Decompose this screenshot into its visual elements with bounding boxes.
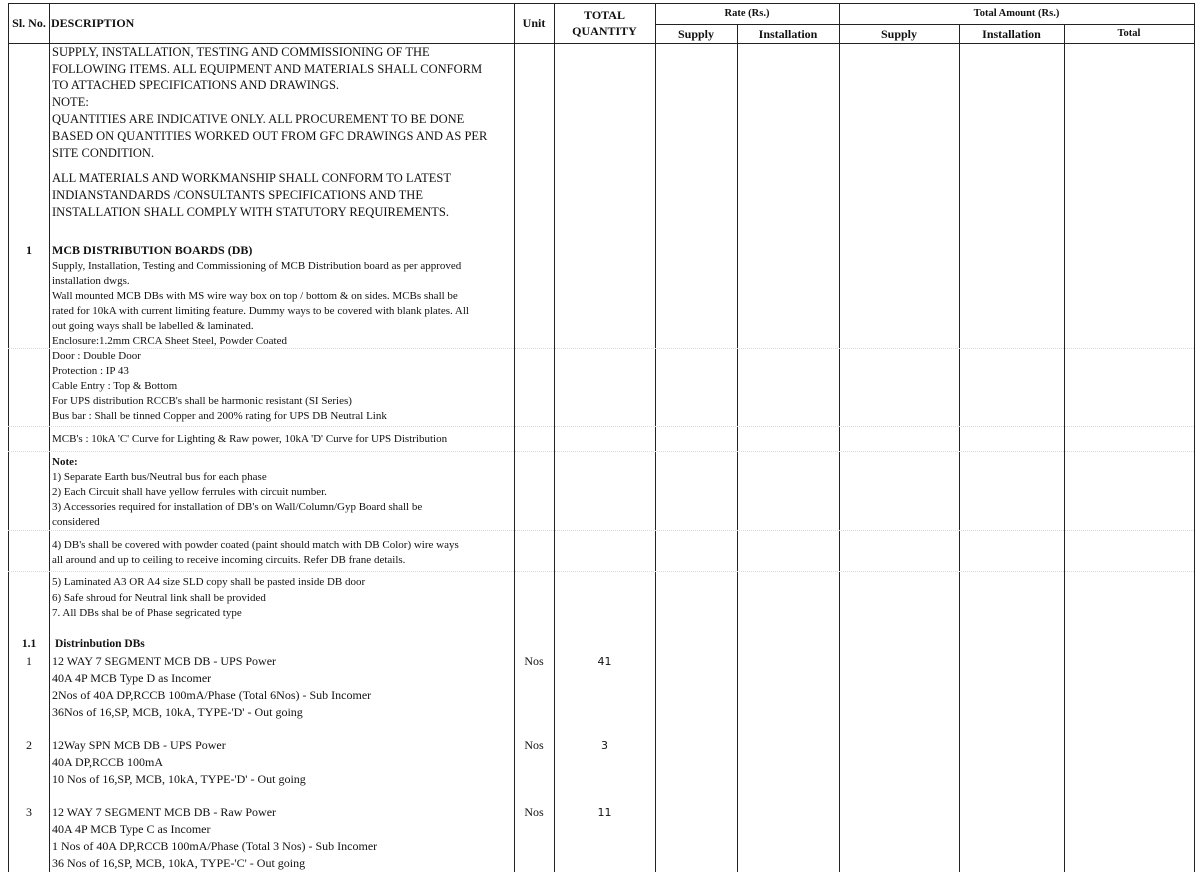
section-desc-line: Door : Double Door [52,350,141,362]
item-line: 36 Nos of 16,SP, MCB, 10kA, TYPE-'C' - Out going [52,856,306,870]
intro2-line: INDIANSTANDARDS /CONSULTANTS SPECIFICATIONS AND THE [52,188,423,202]
item-line: 10 Nos of 16,SP, MCB, 10kA, TYPE-'D' - Out going [52,772,306,786]
item-unit: Nos [524,805,544,819]
item-quantity: 41 [597,655,612,668]
item-number: 1 [26,654,32,668]
header-slno: Sl. No. [12,16,46,30]
section-number: 1 [26,243,32,257]
item-line: 40A DP,RCCB 100mA [52,755,164,769]
note-title: Note: [52,456,78,468]
item-quantity: 11 [597,806,612,819]
mcb-curve-line: MCB's : 10kA 'C' Curve for Lighting & Raw power, 10kA 'D' Curve for UPS Distribution [52,433,448,445]
intro2-line: ALL MATERIALS AND WORKMANSHIP SHALL CONFORM TO LATEST [52,171,451,185]
item-line: 40A 4P MCB Type D as Incomer [52,671,212,685]
row-separator [8,426,1194,427]
section-desc-line: Wall mounted MCB DBs with MS wire way box on top / bottom & on sides. MCBs shall be [52,290,458,302]
header-description: DESCRIPTION [51,16,135,30]
note-line: considered [52,516,100,528]
intro-line: BASED ON QUANTITIES WORKED OUT FROM GFC DRAWINGS AND AS PER [52,129,488,143]
section-desc-line: installation dwgs. [52,275,130,287]
section-desc-line: Supply, Installation, Testing and Commissioning of MCB Distribution board as per approved [52,260,462,272]
item-line: 36Nos of 16,SP, MCB, 10kA, TYPE-'D' - Out going [52,705,303,719]
section-desc-line: rated for 10kA with current limiting feature. Dummy ways to be covered with blank plates. All [52,305,469,317]
intro-line: FOLLOWING ITEMS. ALL EQUIPMENT AND MATERIALS SHALL CONFORM [52,62,483,76]
col-line-amt-total [1064,24,1065,872]
col-line-rate-install [737,24,738,872]
intro-line: NOTE: [52,95,89,109]
item-number: 3 [26,805,32,819]
header-rate-supply: Supply [677,27,715,41]
table-top-border [8,3,1194,4]
note-line: 5) Laminated A3 OR A4 size SLD copy shall be pasted inside DB door [52,576,366,588]
intro-line: TO ATTACHED SPECIFICATIONS AND DRAWINGS. [52,78,340,92]
header-total-quantity-l1: TOTAL [584,8,625,22]
group-header-divider-amount [839,24,1194,25]
item-line: 1 Nos of 40A DP,RCCB 100mA/Phase (Total 3 Nos) - Sub Incomer [52,839,378,853]
section-desc-line: Cable Entry : Top & Bottom [52,380,178,392]
item-number: 2 [26,738,32,752]
section-desc-line: out going ways shall be labelled & laminated. [52,320,254,332]
header-amount-supply: Supply [880,27,918,41]
row-separator [8,530,1194,531]
item-unit: Nos [524,738,544,752]
item-line: 12 WAY 7 SEGMENT MCB DB - Raw Power [52,805,277,819]
item-line: 40A 4P MCB Type C as Incomer [52,822,211,836]
row-separator [8,571,1194,572]
header-total-quantity-l2: QUANTITY [572,24,637,38]
col-line-amount [839,3,840,872]
header-rate-group: Rate (Rs.) [724,8,770,19]
header-amount-group: Total Amount (Rs.) [973,8,1060,19]
intro-line: SUPPLY, INSTALLATION, TESTING AND COMMISSIONING OF THE [52,45,430,59]
col-line-amt-install [959,24,960,872]
note-line: 2) Each Circuit shall have yellow ferrules with circuit number. [52,486,327,498]
note-line: 3) Accessories required for installation of DB's on Wall/Column/Gyp Board shall be [52,501,423,513]
section-desc-line: For UPS distribution RCCB's shall be harmonic resistant (SI Series) [52,395,352,407]
col-line-right [1194,3,1195,872]
header-unit: Unit [522,16,546,30]
col-line-desc [49,3,50,872]
subsection-title: Distrinbution DBs [55,638,145,650]
group-header-divider-rate [655,24,839,25]
note-line: 4) DB's shall be covered with powder coated (paint should match with DB Color) wire ways [52,539,459,551]
section-desc-line: Bus bar : Shall be tinned Copper and 200% rating for UPS DB Neutral Link [52,410,387,422]
row-separator [8,451,1194,452]
intro2-line: INSTALLATION SHALL COMPLY WITH STATUTORY REQUIREMENTS. [52,205,449,219]
header-amount-installation: Installation [982,27,1041,41]
item-quantity: 3 [601,739,608,752]
header-amount-total: Total [1117,28,1141,39]
note-line: 6) Safe shroud for Neutral link shall be provided [52,592,266,604]
item-line: 2Nos of 40A DP,RCCB 100mA/Phase (Total 6Nos) - Sub Incomer [52,688,372,702]
section-title: MCB DISTRIBUTION BOARDS (DB) [52,243,253,257]
intro-line: QUANTITIES ARE INDICATIVE ONLY. ALL PROCUREMENT TO BE DONE [52,112,465,126]
note-line: 1) Separate Earth bus/Neutral bus for each phase [52,471,267,483]
section-desc-line: Enclosure:1.2mm CRCA Sheet Steel, Powder Coated [52,335,287,347]
note-line: 7. All DBs shal be of Phase segricated type [52,607,242,619]
note-line: all around and up to ceiling to receive incoming circuits. Refer DB frane details. [52,554,406,566]
section-desc-line: Protection : IP 43 [52,365,129,377]
header-rate-installation: Installation [758,27,818,41]
item-line: 12Way SPN MCB DB - UPS Power [52,738,226,752]
col-line-rate [655,3,656,872]
subsection-number: 1.1 [21,638,37,650]
item-line: 12 WAY 7 SEGMENT MCB DB - UPS Power [52,654,277,668]
intro-line: SITE CONDITION. [52,146,155,160]
item-unit: Nos [524,654,544,668]
